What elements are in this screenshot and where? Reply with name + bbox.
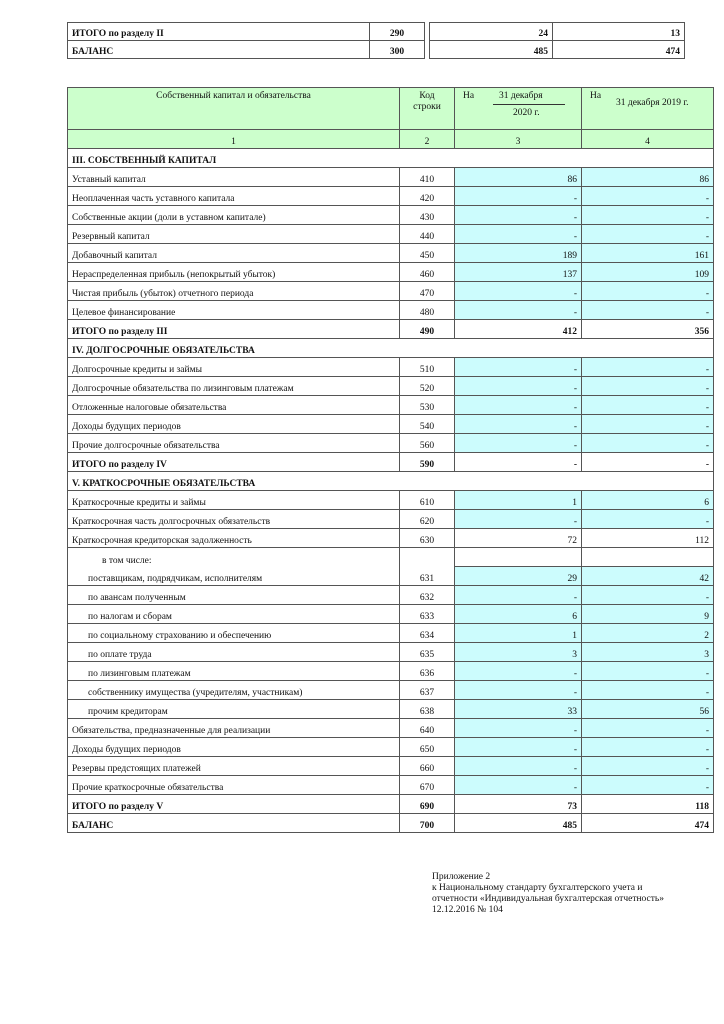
value-2020 xyxy=(455,548,582,567)
total-row xyxy=(68,453,714,472)
value-2020: 412 xyxy=(455,320,582,339)
header-col3-na: На xyxy=(463,91,475,101)
row-code: 590 xyxy=(400,453,455,472)
assets-totals-table xyxy=(67,22,685,59)
row-code: 410 xyxy=(400,168,455,187)
row-label: БАЛАНС xyxy=(68,814,400,833)
row-code: 610 xyxy=(400,491,455,510)
table-row xyxy=(68,206,714,225)
value-2020[interactable]: - xyxy=(455,586,582,605)
row-label: Чистая прибыль (убыток) отчетного периода xyxy=(68,282,400,301)
value-2020[interactable]: 6 xyxy=(455,605,582,624)
value-2020[interactable]: - xyxy=(455,434,582,453)
row-code: 440 xyxy=(400,225,455,244)
balance-row xyxy=(68,814,714,833)
table-row xyxy=(68,567,714,586)
row-label: Целевое финансирование xyxy=(68,301,400,320)
row-label: Отложенные налоговые обязательства xyxy=(68,396,400,415)
row-code: 670 xyxy=(400,776,455,795)
value-2020[interactable]: - xyxy=(455,225,582,244)
row-label: Доходы будущих периодов xyxy=(68,415,400,434)
value-2020[interactable]: 33 xyxy=(455,700,582,719)
value-2019[interactable]: 109 xyxy=(582,263,714,282)
row-label: ИТОГО по разделу IV xyxy=(68,453,400,472)
table-row xyxy=(68,491,714,510)
row-label: Долгосрочные обязательства по лизинговым платежам xyxy=(68,377,400,396)
value-2019[interactable]: - xyxy=(582,681,714,700)
note-line: Приложение 2 xyxy=(432,872,491,882)
row-label: Уставный капитал xyxy=(68,168,400,187)
row-code: 560 xyxy=(400,434,455,453)
value-2019[interactable]: - xyxy=(582,738,714,757)
value-2020[interactable]: - xyxy=(455,681,582,700)
value-2019[interactable]: - xyxy=(582,358,714,377)
value-2019: 474 xyxy=(582,814,714,833)
value-2019: 474 xyxy=(553,41,685,59)
table-row xyxy=(68,776,714,795)
row-label: Доходы будущих периодов xyxy=(68,738,400,757)
row-label: по лизинговым платежам xyxy=(68,662,400,681)
value-2019[interactable]: 86 xyxy=(582,168,714,187)
liabilities-table xyxy=(67,87,714,833)
row-code: 638 xyxy=(400,700,455,719)
header-col2-line2: строки xyxy=(413,102,441,112)
value-2019: 118 xyxy=(582,795,714,814)
value-2020[interactable]: 1 xyxy=(455,491,582,510)
section-row xyxy=(68,149,714,168)
header-col2 xyxy=(400,88,455,130)
appendix-note xyxy=(432,872,664,916)
value-2019[interactable]: - xyxy=(582,510,714,529)
header-col3-year: 2020 г. xyxy=(513,108,540,118)
value-2019: - xyxy=(582,453,714,472)
value-2020[interactable]: - xyxy=(455,510,582,529)
row-code: 637 xyxy=(400,681,455,700)
value-2019[interactable]: - xyxy=(582,757,714,776)
table-row xyxy=(68,168,714,187)
row-code: 634 xyxy=(400,624,455,643)
table-row xyxy=(68,548,714,567)
value-2020[interactable]: 86 xyxy=(455,168,582,187)
row-code: 540 xyxy=(400,415,455,434)
value-2019[interactable]: - xyxy=(582,415,714,434)
value-2020: 24 xyxy=(430,23,553,41)
value-2020[interactable]: 3 xyxy=(455,643,582,662)
row-label: Краткосрочная часть долгосрочных обязательств xyxy=(68,510,400,529)
value-2019[interactable]: 161 xyxy=(582,244,714,263)
table-row xyxy=(68,301,714,320)
value-2019: 112 xyxy=(582,529,714,548)
value-2020[interactable]: 29 xyxy=(455,567,582,586)
col-number-3: 3 xyxy=(455,130,582,149)
table-row xyxy=(68,263,714,282)
row-label: ИТОГО по разделу II xyxy=(68,23,370,41)
section-title: III. СОБСТВЕННЫЙ КАПИТАЛ xyxy=(68,149,714,168)
value-2019[interactable]: - xyxy=(582,377,714,396)
row-code: 510 xyxy=(400,358,455,377)
row-label: Резервы предстоящих платежей xyxy=(68,757,400,776)
row-code: 520 xyxy=(400,377,455,396)
value-2020[interactable]: - xyxy=(455,776,582,795)
value-2020: 72 xyxy=(455,529,582,548)
value-2020[interactable]: - xyxy=(455,738,582,757)
row-code: 635 xyxy=(400,643,455,662)
row-label: Прочие долгосрочные обязательства xyxy=(68,434,400,453)
row-label: БАЛАНС xyxy=(68,41,370,59)
row-code: 530 xyxy=(400,396,455,415)
row-code: 290 xyxy=(370,23,425,41)
total-row xyxy=(68,795,714,814)
header-col3-date: 31 декабря xyxy=(499,91,543,101)
row-label: по оплате труда xyxy=(68,643,400,662)
table-row xyxy=(68,681,714,700)
value-2019[interactable]: - xyxy=(582,776,714,795)
header-col4-na: На xyxy=(590,91,602,101)
header-col3-underline xyxy=(493,104,565,105)
row-label: поставщикам, подрядчикам, исполнителям xyxy=(68,567,400,586)
table-row xyxy=(68,396,714,415)
table-row xyxy=(68,586,714,605)
value-2020[interactable]: - xyxy=(455,396,582,415)
row-label: прочим кредиторам xyxy=(68,700,400,719)
table-row xyxy=(68,187,714,206)
note-line: отчетности «Индивидуальная бухгалтерская отчетность» xyxy=(432,894,664,904)
table-row xyxy=(68,529,714,548)
header-col1: Собственный капитал и обязательства xyxy=(68,88,400,130)
total-row xyxy=(68,320,714,339)
row-label: Обязательства, предназначенные для реализации xyxy=(68,719,400,738)
value-2019[interactable]: - xyxy=(582,719,714,738)
row-code xyxy=(400,548,455,567)
value-2019[interactable]: - xyxy=(582,225,714,244)
value-2020[interactable]: - xyxy=(455,415,582,434)
row-label: Долгосрочные кредиты и займы xyxy=(68,358,400,377)
table-row xyxy=(68,719,714,738)
value-2020: - xyxy=(455,453,582,472)
value-2020[interactable]: - xyxy=(455,757,582,776)
header-col2-line1: Код xyxy=(419,91,435,101)
value-2020[interactable]: 137 xyxy=(455,263,582,282)
value-2019: 13 xyxy=(553,23,685,41)
row-code: 460 xyxy=(400,263,455,282)
col-number-4: 4 xyxy=(582,130,714,149)
value-2019[interactable]: 3 xyxy=(582,643,714,662)
header-col3 xyxy=(455,88,582,130)
value-2019[interactable]: - xyxy=(582,434,714,453)
row-code: 470 xyxy=(400,282,455,301)
note-line: к Национальному стандарту бухгалтерского учета и xyxy=(432,883,643,893)
value-2020[interactable]: - xyxy=(455,377,582,396)
row-label: Краткосрочные кредиты и займы xyxy=(68,491,400,510)
row-label: Краткосрочная кредиторская задолженность xyxy=(68,529,400,548)
value-2019[interactable]: - xyxy=(582,301,714,320)
value-2019 xyxy=(582,548,714,567)
row-code: 650 xyxy=(400,738,455,757)
section-title: V. КРАТКОСРОЧНЫЕ ОБЯЗАТЕЛЬСТВА xyxy=(68,472,714,491)
value-2019[interactable]: - xyxy=(582,662,714,681)
value-2020[interactable]: - xyxy=(455,282,582,301)
row-code: 636 xyxy=(400,662,455,681)
row-label: собственнику имущества (учредителям, участникам) xyxy=(68,681,400,700)
value-2019[interactable]: 6 xyxy=(582,491,714,510)
section-title: IV. ДОЛГОСРОЧНЫЕ ОБЯЗАТЕЛЬСТВА xyxy=(68,339,714,358)
value-2020[interactable]: 189 xyxy=(455,244,582,263)
header-numbers-row xyxy=(68,130,714,149)
row-label: по авансам полученным xyxy=(68,586,400,605)
row-label: ИТОГО по разделу III xyxy=(68,320,400,339)
row-code: 633 xyxy=(400,605,455,624)
row-code: 300 xyxy=(370,41,425,59)
section-row xyxy=(68,472,714,491)
value-2020: 485 xyxy=(430,41,553,59)
value-2020[interactable]: 1 xyxy=(455,624,582,643)
value-2020[interactable]: - xyxy=(455,187,582,206)
row-code: 430 xyxy=(400,206,455,225)
value-2019[interactable]: 56 xyxy=(582,700,714,719)
table-row xyxy=(68,244,714,263)
row-label: по налогам и сборам xyxy=(68,605,400,624)
value-2019[interactable]: - xyxy=(582,396,714,415)
value-2020[interactable]: - xyxy=(455,662,582,681)
row-code: 640 xyxy=(400,719,455,738)
value-2019[interactable]: 42 xyxy=(582,567,714,586)
value-2019[interactable]: - xyxy=(582,206,714,225)
row-code: 631 xyxy=(400,567,455,586)
header-row xyxy=(68,88,714,130)
table-row xyxy=(68,23,685,41)
value-2020[interactable]: - xyxy=(455,358,582,377)
table-row xyxy=(68,41,685,59)
table-row xyxy=(68,510,714,529)
table-row xyxy=(68,700,714,719)
table-row xyxy=(68,605,714,624)
value-2019: 356 xyxy=(582,320,714,339)
table-row xyxy=(68,757,714,776)
section-row xyxy=(68,339,714,358)
row-label: Неоплаченная часть уставного капитала xyxy=(68,187,400,206)
row-code: 420 xyxy=(400,187,455,206)
row-code: 630 xyxy=(400,529,455,548)
row-label: Нераспределенная прибыль (непокрытый убыток) xyxy=(68,263,400,282)
row-code: 690 xyxy=(400,795,455,814)
note-line: 12.12.2016 № 104 xyxy=(432,905,503,915)
row-label: по социальному страхованию и обеспечению xyxy=(68,624,400,643)
row-code: 450 xyxy=(400,244,455,263)
table-row xyxy=(68,377,714,396)
table-row xyxy=(68,225,714,244)
table-row xyxy=(68,415,714,434)
value-2019[interactable]: 9 xyxy=(582,605,714,624)
value-2019[interactable]: - xyxy=(582,187,714,206)
table-row xyxy=(68,282,714,301)
value-2020[interactable]: - xyxy=(455,206,582,225)
row-code: 632 xyxy=(400,586,455,605)
row-code: 700 xyxy=(400,814,455,833)
table-row xyxy=(68,662,714,681)
value-2019[interactable]: - xyxy=(582,586,714,605)
value-2019[interactable]: 2 xyxy=(582,624,714,643)
row-code: 660 xyxy=(400,757,455,776)
row-label: Резервный капитал xyxy=(68,225,400,244)
row-label: Собственные акции (доли в уставном капитале) xyxy=(68,206,400,225)
value-2019[interactable]: - xyxy=(582,282,714,301)
row-code: 490 xyxy=(400,320,455,339)
value-2020[interactable]: - xyxy=(455,301,582,320)
value-2020: 73 xyxy=(455,795,582,814)
table-row xyxy=(68,624,714,643)
row-code: 620 xyxy=(400,510,455,529)
row-code: 480 xyxy=(400,301,455,320)
col-number-1: 1 xyxy=(68,130,400,149)
col-number-2: 2 xyxy=(400,130,455,149)
row-label: Добавочный капитал xyxy=(68,244,400,263)
row-label: Прочие краткосрочные обязательства xyxy=(68,776,400,795)
header-col4-date: 31 декабря 2019 г. xyxy=(616,98,689,108)
value-2020[interactable]: - xyxy=(455,719,582,738)
table-row xyxy=(68,738,714,757)
table-row xyxy=(68,643,714,662)
row-label: в том числе: xyxy=(68,548,400,567)
value-2020: 485 xyxy=(455,814,582,833)
table-row xyxy=(68,434,714,453)
header-col4 xyxy=(582,88,714,130)
table-row xyxy=(68,358,714,377)
row-label: ИТОГО по разделу V xyxy=(68,795,400,814)
